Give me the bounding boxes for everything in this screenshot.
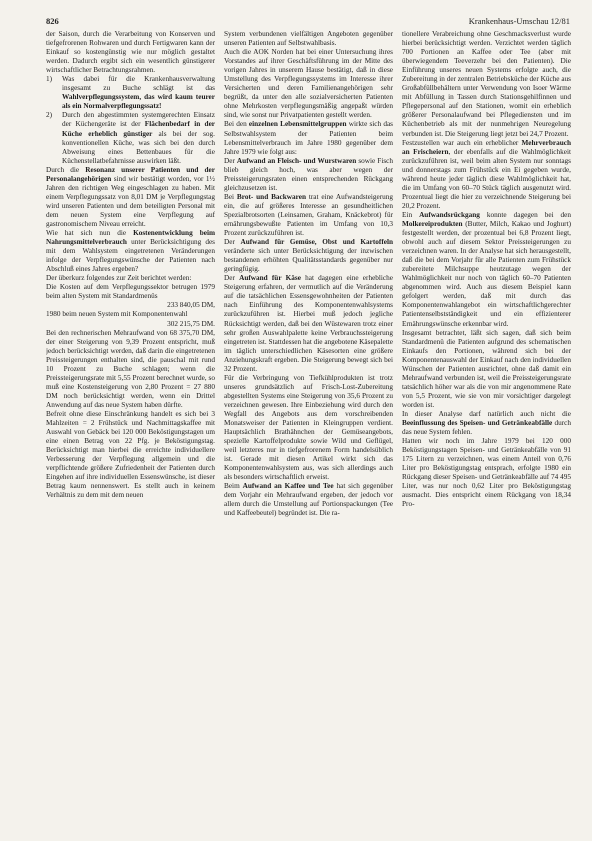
amount-line	[46, 320, 215, 329]
paragraph: In dieser Analyse darf natürlich auch nicht die Beeinflussung des Speisen- und Getränkeabfälle durch das neue System fehlen.	[402, 409, 571, 437]
paragraph: Befreit ohne diese Einschränkung handelt es sich bei 3 Mahlzeiten = 2 Frühstück und Nachmittagskaffee mit Auswahl von Gebäck bei 120 000 Beköstigungstagen um eine einen Betrag von 22 Pfg. je Beköstigungstag. Berücksichtigt man hierbei die erreichte individuellere Verbesserung der Verpflegung allgemein und die verpflichtende größere Zufriedenheit der Patienten durch Eingehen auf ihre individuellen Essenswünsche, ist dieser Betrag kaum nennenswert. Es stellt auch in keinem Verhältnis zu dem mit dem neuen	[46, 409, 215, 500]
page-number: 826	[46, 16, 59, 26]
column-right	[402, 30, 571, 835]
emphasis: einzelnen Lebensmittelgruppen	[248, 120, 347, 129]
paragraph: Festzustellen war auch ein erheblicher Mehrverbrauch an Frischeiern, der ebenfalls auf die Wahlmöglichkeit zurückzuführen ist, weil beim alten System nur sonntags und donnerstags zum Frühstück ein Ei gegeben wurde, während heute jeder täglich diese Wahlmöglichkeit hat, die im Umfang von 60–70 Stück täglich ausgenutzt wird. Prozentual liegt die hier zu verzeichnende Steigerung bei 20,2 Prozent.	[402, 138, 571, 210]
paragraph: Auch die AOK Norden hat bei einer Untersuchung ihres Vorstandes auf ihrer Geschäftsführung im der Mitte des vorigen Jahres in unserem Hause bestätigt, daß in diese Umstellung des Verpflegungssystems im Interesse ihrer Versicherten und deren Familienangehörigen sehr begrüßt, da unter den alle sozialversicherten Patienten ohne Mehrkosten verpflegungsmäßig angepaßt würden sind, wie sonst nur Privatpatienten gestellt werden.	[224, 48, 393, 120]
emphasis: Aufwand für Käse	[239, 274, 301, 283]
journal-name: Krankenhaus-Umschau 12/81	[468, 16, 570, 26]
paragraph: Bei den einzelnen Lebensmittelgruppen wirkte sich das Selbstwahlsystem der Patienten beim Lebensmittelverbrauch im Jahre 1980 gegenüber dem Jahre 1979 wie folgt aus:	[224, 120, 393, 156]
paragraph: Durch die Resonanz unserer Patienten und der Personalangehörigen sind wir bestätigt worden, vor 1½ Jahren den richtigen Weg eingeschlagen zu haben. Mit einem Verpflegungssatz von 8,01 DM je Verpflegungstag wird unseren Patienten und dem beteiligten Personal mit dem neuen System eine Verpflegung auf gastronomischem Niveau erreicht.	[46, 165, 215, 228]
emphasis: Flächenbedarf in der Küche erheblich günstiger	[62, 120, 215, 138]
paragraph: Die Kosten auf dem Verpflegungssektor betrugen 1979 beim alten System mit Standardmenüs	[46, 283, 215, 301]
paragraph: Der Aufwand an Fleisch- und Wurstwaren sowie Fisch blieb gleich hoch, was aber wegen der Preissteigerungsraten einen entsprechenden Rückgang gleichzusetzen ist.	[224, 156, 393, 192]
emphasis: Beeinflussung des Speisen- und Getränkeabfälle	[402, 419, 553, 428]
article-body	[46, 30, 572, 835]
amount-value: 302 215,75 DM.	[167, 319, 215, 328]
paragraph: Wie hat sich nun die Kostenentwicklung beim Nahrungsmittelverbrauch unter Berücksichtigung des mit dem Wahlsystem eingetretenen Veränderungen infolge der Verpflegungswünsche der Patienten nach Abschluß eines Jahres ergeben?	[46, 229, 215, 274]
emphasis: Aufwand an Fleisch- und Wurstwaren	[236, 156, 357, 165]
paragraph: der Saison, durch die Verarbeitung von Konserven und tiefgefrorenen Rohwaren und durch Fertigwaren kann der Einkauf so kostengünstig wie nur möglich gestaltet werden. Dadurch ergibt sich ein wesentlich günstigerer wirtschaftlicher Betrachtungsrahmen.	[46, 30, 215, 75]
paragraph: Bei Brot- und Backwaren trat eine Aufwandsteigerung ein, die auf größeres Interesse an gesundheitlichen Spezialbrotsorten (Leinsamen, Graham, Knäckebrot) für ernährungsbewußte Patienten im Umfang von 10,3 Prozent zurückzuführen ist.	[224, 192, 393, 238]
paragraph: 1980 beim neuen System mit Komponentenwahl	[46, 310, 188, 319]
emphasis: Kostenentwicklung beim Nahrungsmittelverbrauch	[46, 229, 215, 247]
list-item	[46, 111, 215, 165]
paragraph: Der Aufwand für Käse hat dagegen eine erhebliche Steigerung erfahren, der vermutlich auf die Veränderung auf die tatsächlichen Essensgewohnheiten der Patienten nach Einführung des Komponentenwahlsystems zurückzuführen ist. Hierbei muß jedoch jegliche Rücksichtigt werden, daß bei den Wüstewaren trotz einer sehr großen Auswahlpalette keine Verbrauchssteigerung eingetreten ist. Stattdessen hat die angebotene Käsepalette im täglich unterschiedlichen Käsesorten eine größere Anziehungskraft ergeben. Die Steigerung bewegt sich bei 32 Prozent.	[224, 274, 393, 373]
column-left	[46, 30, 215, 835]
list-number: 2)	[46, 111, 53, 120]
emphasis: Brot- und Backwaren	[236, 192, 306, 201]
emphasis: Aufwandsrückgang	[419, 210, 480, 219]
paragraph: Hatten wir noch im Jahre 1979 bei 120 000 Beköstigungstagen Speisen- und Getränkeabfälle von 91 175 Litern zu verzeichnen, was einem Anteil von 0,76 Liter pro Beköstigungstag entsprach, erfolgte 1980 ein Rückgang dieser Speisen- und Getränkeabfälle auf 74 495 Liter, was nur noch 0,62 Liter pro Beköstigungstag ausmacht. Dies entspricht einem Rückgang von 18,34 Pro-	[402, 437, 571, 509]
paragraph: Der Aufwand für Gemüse, Obst und Kartoffeln veränderte sich unter Berücksichtigung der inzwischen bestandenen erhöhten Qualitätsstandards gegenüber nur geringfügig.	[224, 238, 393, 274]
paragraph: Ein Aufwandsrückgang konnte dagegen bei den Molkereiprodukten (Butter, Milch, Kakao und Joghurt) festgestellt werden, der prozentual bei 6,8 Prozent liegt, obwohl auch auf diesem Sektor Preissteigerungen zu verzeichnen waren. In der Analyse hat sich herausgestellt, daß die bei dem Vorjahr für alle Patienten zum Frühstück zubereitete Milchsuppe heutzutage wegen der Wahlmöglichkeit nur noch von täglich 60–70 Patienten abgenommen wird. Auch aus diesem Beispiel kann gefolgert werden, daß mit durch das Komponentenwahlangebot ein wirtschaftlichgerechter Patientenselbstständigkeit und ein effizienterer Ernährungswünsche erkennbar wird.	[402, 210, 571, 328]
emphasis: Aufwand für Gemüse, Obst und Kartoffeln	[240, 238, 393, 247]
paragraph: System verbundenen vielfältigen Angeboten gegenüber unseren Patienten auf Selbstwahlbasis.	[224, 30, 393, 48]
list-number: 1)	[46, 75, 53, 84]
paragraph: Insgesamt betrachtet, läßt sich sagen, daß sich beim Standardmenü die Patienten aufgrund des schematischen Einkaufs den Portionen, während sich bei der Komponentenauswahl der Einkauf nach den individuellen Wünschen der Patienten ausrichtet, ohne daß damit ein Mehraufwand verbunden ist, weil die Preissteigerungsrate tatsächlich höher war als die von mir angenommene Rate von 5,5 Prozent, wie sie von mir vorsichtiger dargelegt worden ist.	[402, 328, 571, 409]
list-text: Durch den abgestimmten systemgerechten Einsatz der Küchengeräte ist der Flächenbedarf in der Küche erheblich günstiger als bei der sog. konventionellen Küche, was sich bei den durch Abweisung eines Bettenbaues für die Küchenstellatbefahrnisse auswirken läßt.	[62, 111, 215, 165]
paragraph: Für die Verbringung von Tiefkühlprodukten ist trotz unseres grundsätzlich auf Frisch-Lost-Zubereitung abgestellten Systems eine Steigerung von 35,6 Prozent zu verzeichnen gewesen. Ihre Einbeziehung wird durch den Wegfall des Angebots aus dem vorschreibenden Monatsweiser der Patienten in Kleingruppen verdient. Hauptsächlich Brathähnchen der Gemüseangebots, spezielle Kartoffelprodukte sowie Wild und Geflügel, weil letzteres nur in tiefgefrorenem Form handelsüblich ist. Gerade mit diesen Artikel wirkt sich das Komponentenwahlsystem aus, was sich allerdings auch als besonders wirtschaftlich erweist.	[224, 373, 393, 482]
list-item	[46, 75, 215, 111]
emphasis: Mehrverbrauch an Frischeiern	[402, 138, 571, 156]
page-header	[46, 12, 570, 26]
emphasis: Aufwand an Kaffee und Tee	[242, 482, 334, 491]
emphasis: Wahlverpflegungssystem, das wird kaum teurer als ein Normalverpflegungssatz!	[62, 93, 215, 111]
emphasis: Resonanz unserer Patienten und der Personalangehörigen	[46, 165, 215, 183]
emphasis: Molkereiprodukten	[402, 219, 463, 228]
paragraph: Der überkurz folgendes zur Zeit berichtet werden:	[46, 274, 192, 283]
amount-value: 233 840,05 DM,	[167, 301, 215, 310]
list-text: Was dabei für die Krankenhausverwaltung insgesamt zu Buche schlägt ist das Wahlverpflegungssystem, das wird kaum teurer als ein Normalverpflegungssatz!	[62, 75, 215, 111]
paragraph: tionellere Verabreichung ohne Geschmacksverlust wurde hierbei berücksichtigt werden. Verzichtet werden täglich 700 Portionen an Kaffee oder Tee (aber mit überwiegendem Teeverzehr bei den Patienten). Die Einführung unseres neuen Systems erfolgte auch, die Zubereitung in der zentralen Betriebsküche der Küche aus Großabfüllbehältern unter Verwendung von Isoer Wärme mit Abfüllung in Tassen durch Stationsgehilfinnen und Pflegepersonal auf den Stationen, womit ein erheblich größerer Personalaufwand bei Pflegediensten und im Küchenbetrieb als mit der nunmehrigen Neuregelung verbunden ist. Die Steigerung liegt jetzt bei 24,7 Prozent.	[402, 30, 571, 138]
amount-line	[46, 301, 215, 310]
column-middle	[224, 30, 393, 835]
paragraph: Bei den rechnerischen Mehraufwand von 68 375,70 DM, der einer Steigerung von 9,39 Prozent entspricht, muß jedoch berücksichtigt werden, daß darin die eingetretenen Preissteigerungen enthalten sind, die pauschal mit rund 10 Prozent zu Buche schlagen; wenn die Preissteigerungsrate mit 5,55 Prozent berechnet wurde, so muß eine Kostensteigerung von 2,80 Prozent = 27 880 DM noch berücksichtigt werden, wenn ein Drittel Anwendung auf das neue System haben dürfte.	[46, 328, 215, 409]
paragraph: Beim Aufwand an Kaffee und Tee hat sich gegenüber dem Vorjahr ein Mehraufwand ergeben, der jedoch vor allem durch die Umstellung auf Portionspackungen (Tee und Kaffeebeutel) begründet ist. Die ra-	[224, 482, 393, 518]
